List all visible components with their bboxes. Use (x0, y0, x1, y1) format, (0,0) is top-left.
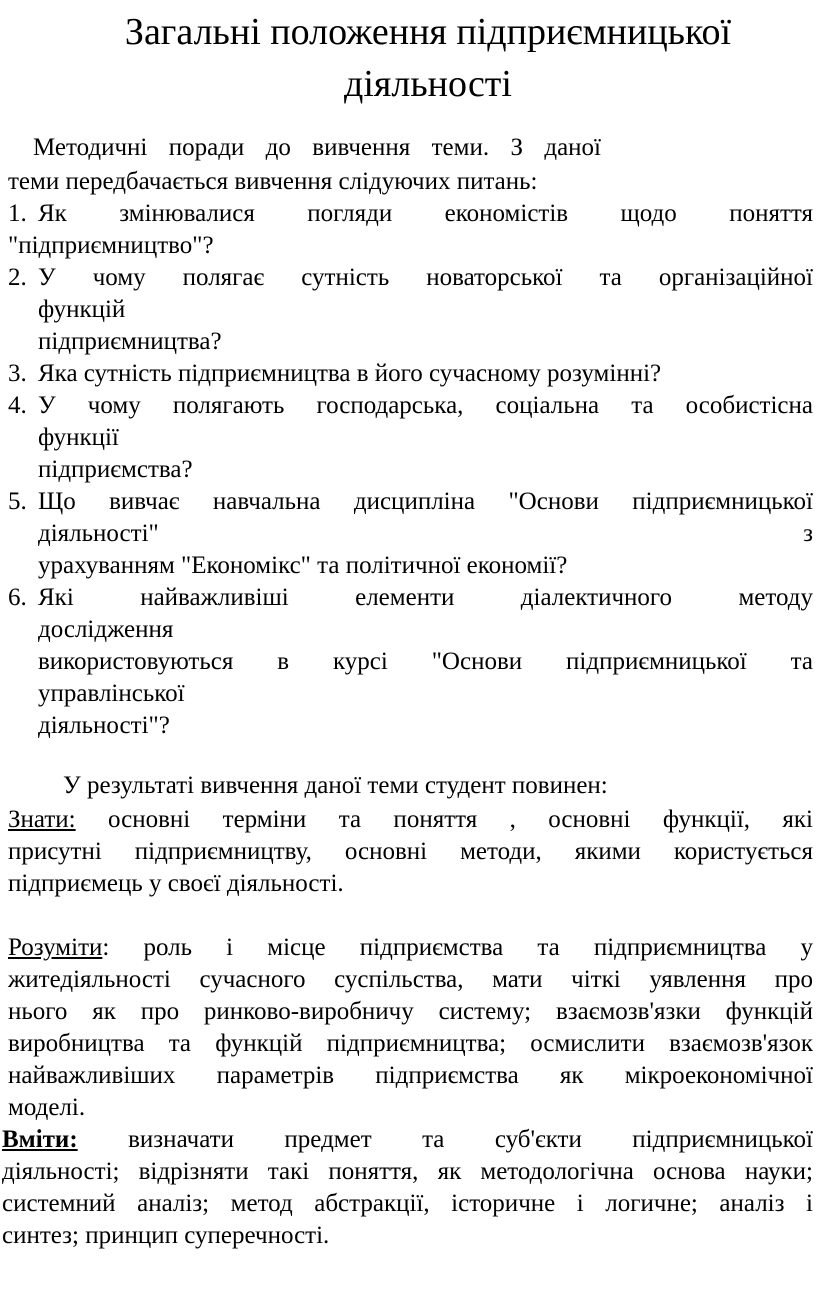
question-text: функції (38, 424, 119, 451)
question-number: 5. (8, 488, 27, 515)
question-number: 2. (8, 264, 27, 291)
intro-line-1: Методичні поради до вивчення теми. З даної (33, 134, 601, 161)
can-label: Вміти: (2, 1126, 78, 1153)
question-text: функцій (38, 296, 126, 323)
question-text: Яка сутність підприємництва в його сучасному розумінні? (38, 360, 662, 387)
page-title (20, 6, 816, 110)
understand-label-group (8, 934, 109, 961)
question-text: У чому полягає сутність новаторської та організаційної (38, 264, 813, 291)
understand-text: моделі. (8, 1094, 86, 1121)
title-line-1: Загальні положення підприємницької (124, 11, 732, 53)
question-text: підприємства? (38, 456, 193, 483)
can-text: синтез; принцип суперечності. (2, 1222, 330, 1249)
title-line-2: діяльності (344, 63, 512, 105)
question-text: підприємництва? (38, 328, 222, 355)
know-text: підприємець у своєї діяльності. (8, 870, 344, 897)
understand-text: нього як про ринково-виробничу систему; взаємозв'язки функцій (8, 998, 813, 1025)
question-text: Як змінювалися погляди економістів щодо поняття (38, 200, 813, 227)
question-text: управлінської (38, 680, 185, 707)
can-line-1 (2, 1124, 813, 1156)
question-text: дослідження (38, 616, 174, 643)
know-text: основні терміни та поняття , основні функції, які (108, 806, 814, 833)
question-text: У чому полягають господарська, соціальна та особистісна (38, 392, 813, 419)
question-number: 6. (8, 584, 27, 611)
question-text: Що вивчає навчальна дисципліна "Основи підприємницької (38, 488, 813, 515)
understand-colon: : (102, 934, 110, 961)
can-text: системний аналіз; метод абстракції, історичне і логичне; аналіз і (2, 1190, 813, 1217)
understand-text: житедіяльності сучасного суспільства, мати чіткі уявлення про (8, 966, 813, 993)
can-text: визначати предмет та суб'єкти підприємницької (128, 1126, 814, 1153)
understand-text: роль і місце підприємства та підприємництва у (143, 934, 813, 961)
know-line-1 (8, 804, 813, 836)
know-label: Знати: (8, 806, 76, 833)
results-intro: У результаті вивчення даної теми студент повинен: (63, 772, 608, 799)
question-text: використовуються в курсі "Основи підприємницької та (38, 648, 813, 675)
question-text: Які найважливіші елементи діалектичного методу (38, 584, 813, 611)
question-text: урахуванням "Економікс" та політичної економії? (38, 552, 568, 579)
understand-text: найважливіших параметрів підприємства як мікроекономічної (8, 1062, 813, 1089)
question-number: 4. (8, 392, 27, 419)
question-number: 1. (8, 200, 27, 227)
understand-line-1 (8, 932, 813, 964)
question-text: діяльності" з (38, 520, 813, 547)
can-text: діяльності; відрізняти такі поняття, як методологічна основа науки; (2, 1158, 813, 1185)
question-text: "підприємництво"? (8, 232, 214, 259)
question-number: 3. (8, 360, 27, 387)
understand-label: Розуміти (8, 934, 103, 961)
know-text: присутні підприємництву, основні методи, якими користується (8, 838, 813, 865)
intro-line-2: теми передбачається вивчення слідуючих питань: (8, 168, 538, 195)
understand-text: виробництва та функцій підприємництва; осмислити взаємозв'язок (8, 1030, 813, 1057)
question-text: діяльності"? (38, 712, 170, 739)
